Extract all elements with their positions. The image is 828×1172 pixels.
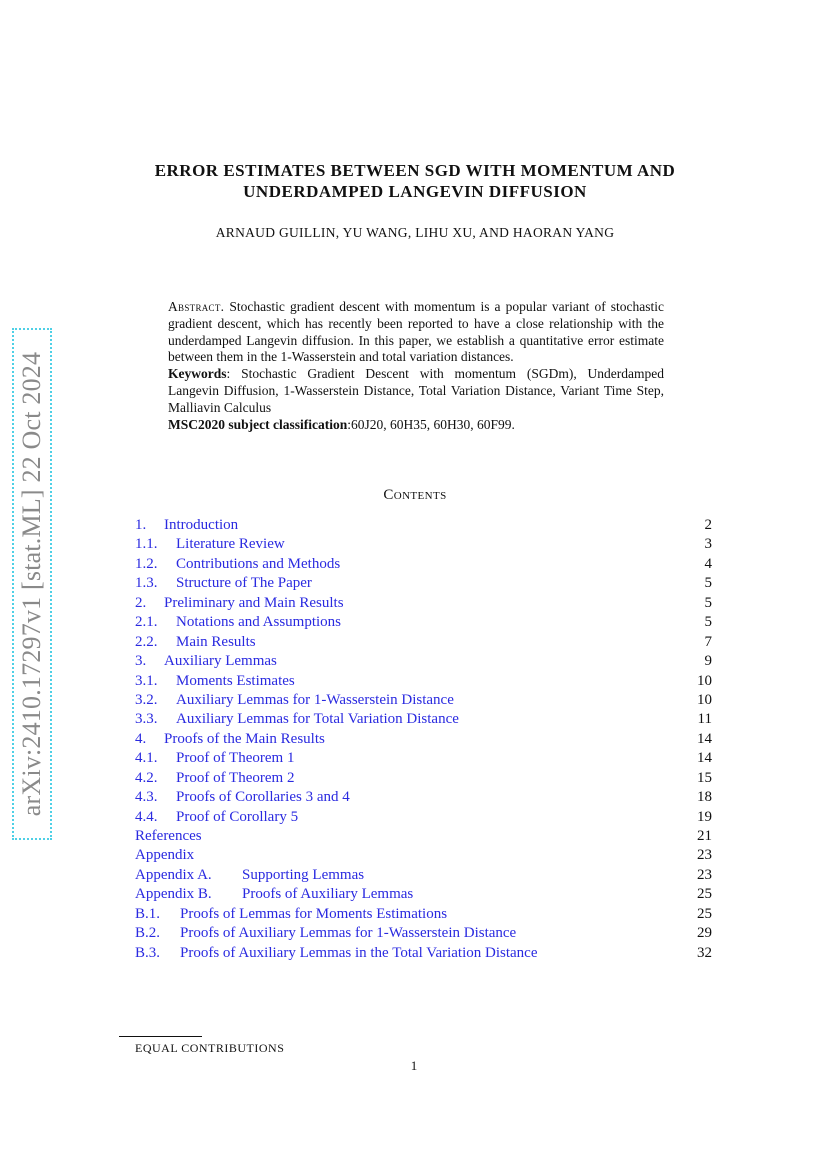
toc-section-title: Introduction [164, 517, 239, 533]
toc-link[interactable] [135, 516, 238, 535]
toc-page-number: 7 [704, 633, 712, 650]
toc-link[interactable] [135, 535, 285, 554]
toc-section-number: 3. [135, 653, 147, 670]
abstract-block [168, 299, 664, 433]
toc-item[interactable] [135, 730, 712, 749]
toc-item[interactable] [135, 866, 712, 885]
toc-link[interactable] [135, 866, 364, 885]
toc-section-title: Proofs of Auxiliary Lemmas for 1-Wasserstein Distance [180, 925, 517, 942]
toc-page-number: 9 [704, 653, 712, 670]
toc-section-number: Appendix B. [135, 886, 212, 903]
toc-section-number: B.2. [135, 925, 161, 942]
toc-page-number: 11 [697, 711, 712, 728]
toc-section-number: 3.2. [135, 691, 158, 708]
toc-link[interactable] [135, 808, 298, 827]
toc-section-title: Auxiliary Lemmas [164, 653, 277, 670]
toc-link[interactable] [135, 652, 277, 671]
toc-page-number: 19 [697, 808, 712, 825]
toc-section-title: Supporting Lemmas [242, 866, 365, 883]
toc-section-title: Proof of Theorem 2 [176, 769, 295, 786]
toc-page-number: 21 [697, 828, 712, 844]
toc-link[interactable] [135, 924, 516, 943]
keywords-label: Keywords [168, 366, 227, 382]
toc-section-number: 1.1. [135, 536, 158, 553]
toc-link[interactable] [135, 905, 447, 924]
msc-paragraph [168, 417, 664, 434]
toc-section-title: Proofs of Corollaries 3 and 4 [176, 789, 350, 806]
toc-section-title: Proofs of the Main Results [164, 730, 325, 747]
toc-section-number: 2.1. [135, 614, 158, 631]
toc-item[interactable] [135, 516, 712, 535]
toc-section-number: B.3. [135, 944, 161, 961]
toc-page-number: 3 [704, 536, 712, 553]
toc-link[interactable] [135, 633, 256, 652]
toc-section-number: 2.2. [135, 633, 158, 650]
table-of-contents [135, 516, 712, 963]
toc-page-number: 5 [704, 575, 712, 592]
toc-section-title: References [135, 828, 202, 844]
footnote: EQUAL CONTRIBUTIONS [135, 1041, 285, 1055]
abstract-paragraph [168, 299, 664, 366]
toc-section-number: 2. [135, 594, 147, 611]
msc-text: :60J20, 60H35, 60H30, 60F99. [347, 416, 515, 432]
contents-heading: Contents [383, 487, 447, 503]
toc-link[interactable] [135, 613, 341, 632]
toc-item[interactable] [135, 827, 712, 846]
toc-section-number: 4.3. [135, 789, 158, 806]
toc-section-number: Appendix A. [135, 866, 212, 883]
toc-item[interactable] [135, 594, 712, 613]
toc-item[interactable] [135, 944, 712, 963]
toc-item[interactable] [135, 788, 712, 807]
author-list: ARNAUD GUILLIN, YU WANG, LIHU XU, AND HAORAN YANG [215, 225, 615, 240]
page-number: 1 [410, 1058, 418, 1073]
toc-link[interactable] [135, 827, 202, 846]
abstract-label: Abstract. [168, 299, 225, 314]
toc-link[interactable] [135, 594, 344, 613]
toc-link[interactable] [135, 691, 454, 710]
toc-item[interactable] [135, 691, 712, 710]
arxiv-identifier[interactable]: arXiv:2410.17297v1 [stat.ML] 22 Oct 2024 [17, 351, 46, 817]
footnote-rule [119, 1036, 202, 1037]
toc-page-number: 10 [697, 672, 712, 689]
toc-section-title: Proof of Theorem 1 [176, 750, 295, 767]
toc-item[interactable] [135, 885, 712, 904]
toc-page-number: 25 [697, 905, 712, 922]
toc-link[interactable] [135, 730, 325, 749]
toc-section-title: Appendix [135, 847, 195, 864]
toc-section-number: 3.1. [135, 672, 158, 689]
toc-section-number: B.1. [135, 905, 161, 922]
toc-section-title: Structure of The Paper [176, 575, 312, 592]
toc-item[interactable] [135, 574, 712, 593]
toc-item[interactable] [135, 769, 712, 788]
toc-page-number: 23 [697, 847, 712, 864]
toc-section-title: Preliminary and Main Results [164, 594, 344, 611]
toc-item[interactable] [135, 672, 712, 691]
toc-link[interactable] [135, 749, 294, 768]
toc-page-number: 18 [697, 789, 712, 806]
toc-page-number: 25 [697, 886, 712, 903]
toc-section-title: Proofs of Lemmas for Moments Estimations [180, 905, 448, 922]
toc-page-number: 5 [704, 614, 712, 631]
toc-section-number: 4.2. [135, 769, 158, 786]
toc-item[interactable] [135, 808, 712, 827]
toc-link[interactable] [135, 846, 194, 865]
toc-page-number: 5 [704, 594, 712, 611]
toc-item[interactable] [135, 652, 712, 671]
toc-item[interactable] [135, 613, 712, 632]
arxiv-side-stamp[interactable] [12, 328, 52, 840]
toc-item[interactable] [135, 846, 712, 865]
toc-section-number: 1.3. [135, 575, 158, 592]
toc-section-number: 3.3. [135, 711, 158, 728]
toc-section-title: Moments Estimates [176, 672, 295, 689]
toc-section-title: Proofs of Auxiliary Lemmas in the Total Variation Distance [180, 944, 538, 961]
toc-item[interactable] [135, 535, 712, 554]
toc-link[interactable] [135, 710, 459, 729]
toc-page-number: 23 [697, 866, 712, 883]
toc-page-number: 10 [697, 691, 712, 708]
toc-section-title: Literature Review [176, 536, 285, 553]
toc-link[interactable] [135, 555, 340, 574]
toc-page-number: 14 [697, 730, 712, 747]
title-line-2: UNDERDAMPED LANGEVIN DIFFUSION [243, 182, 587, 201]
title-line-1: ERROR ESTIMATES BETWEEN SGD WITH MOMENTUM AND [154, 161, 676, 180]
toc-section-title: Main Results [176, 633, 256, 650]
paper-title [100, 160, 730, 202]
toc-item[interactable] [135, 905, 712, 924]
toc-page-number: 32 [697, 944, 712, 961]
keywords-paragraph [168, 366, 664, 416]
toc-section-title: Auxiliary Lemmas for 1-Wasserstein Distance [176, 691, 454, 708]
toc-page-number: 4 [704, 555, 712, 572]
toc-section-number: 1.2. [135, 555, 158, 572]
toc-section-number: 4.1. [135, 750, 158, 767]
toc-link[interactable] [135, 769, 294, 788]
keywords-text: : Stochastic Gradient Descent with momentum (SGDm), Underdamped Langevin Diffusion, 1-Wasserstein Distance, Total Variation Distance, Variant Time Step, Malliavin Calculus [168, 366, 664, 415]
toc-page-number: 15 [697, 769, 712, 786]
toc-page-number: 29 [697, 925, 712, 942]
toc-section-title: Notations and Assumptions [176, 614, 342, 631]
toc-item[interactable] [135, 555, 712, 574]
toc-item[interactable] [135, 710, 712, 729]
toc-link[interactable] [135, 944, 538, 963]
toc-link[interactable] [135, 672, 295, 691]
toc-section-number: 1. [135, 517, 147, 533]
abstract-text: Stochastic gradient descent with momentum is a popular variant of stochastic gradient descent, which has recently been reported to have a close relationship with the underdamped Langevin diffusion. In this paper, we establish a quantitative error estimate between them in the 1-Wasserstein and total variation distances. [168, 299, 664, 365]
toc-section-title: Proofs of Auxiliary Lemmas [242, 886, 414, 903]
toc-link[interactable] [135, 885, 413, 904]
toc-item[interactable] [135, 749, 712, 768]
toc-section-number: 4. [135, 730, 147, 747]
toc-section-title: Proof of Corollary 5 [176, 808, 299, 825]
toc-section-title: Contributions and Methods [176, 555, 341, 572]
toc-item[interactable] [135, 633, 712, 652]
toc-link[interactable] [135, 574, 312, 593]
msc-label: MSC2020 subject classification [168, 416, 348, 432]
toc-item[interactable] [135, 924, 712, 943]
toc-page-number: 14 [697, 750, 712, 767]
toc-page-number: 2 [704, 517, 712, 533]
toc-section-number: 4.4. [135, 808, 158, 825]
toc-link[interactable] [135, 788, 350, 807]
toc-section-title: Auxiliary Lemmas for Total Variation Distance [176, 711, 459, 728]
